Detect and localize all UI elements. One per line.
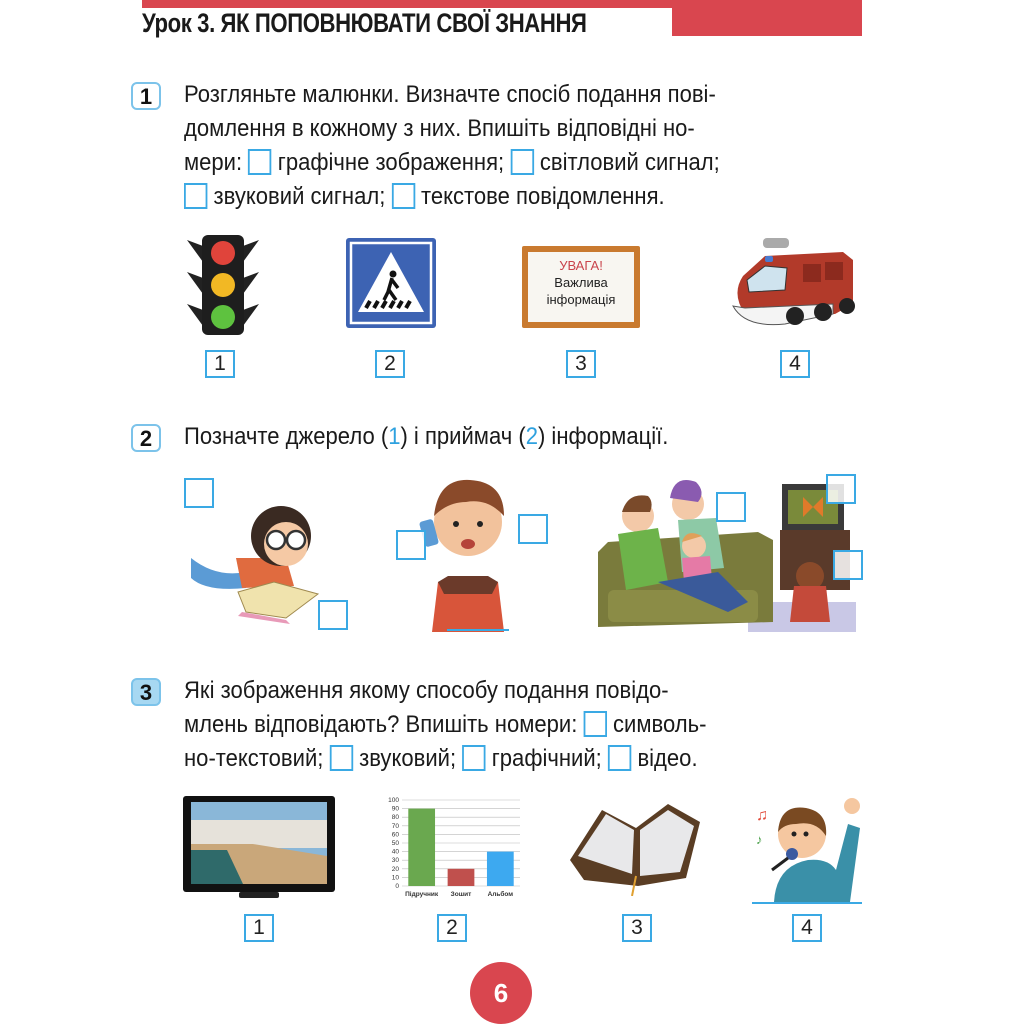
task1-text (184, 78, 720, 214)
pedestrian-crossing-sign-icon (346, 238, 436, 328)
notice-line-2: інформація (546, 292, 616, 307)
option-graphic-3: графічний; (491, 745, 602, 772)
header-accent-bar (142, 0, 862, 8)
task3-text (184, 674, 706, 776)
notice-title: УВАГА! (559, 258, 603, 273)
option-symbolic: символь- (613, 711, 707, 738)
task3-line-2 (184, 708, 706, 742)
option-light: світловий сигнал; (539, 149, 720, 176)
receiver-number: 2 (525, 423, 538, 450)
boy-singing-icon (752, 794, 864, 904)
header-accent-block (672, 8, 862, 36)
answer-box-symbolic-text[interactable] (584, 711, 607, 737)
notice-board-icon (522, 246, 640, 328)
answer-box-light[interactable] (510, 149, 533, 175)
answer-box-graphic[interactable] (248, 149, 271, 175)
image-label-4: 4 (792, 914, 822, 942)
lesson-title: Урок 3. ЯК ПОПОВНЮВАТИ СВОЇ ЗНАННЯ (142, 8, 587, 38)
task2-text-before: Позначте джерело ( (184, 423, 389, 450)
fire-truck-icon (725, 234, 863, 336)
svg-text:Підручник: Підручник (405, 891, 439, 898)
svg-text:20: 20 (391, 865, 399, 873)
svg-text:Зошит: Зошит (450, 891, 472, 898)
answer-box-girl-top[interactable] (184, 478, 214, 508)
svg-text:30: 30 (391, 857, 399, 865)
answer-box-text[interactable] (391, 183, 414, 209)
svg-text:♪: ♪ (756, 832, 763, 847)
open-book-icon (568, 800, 704, 896)
svg-text:Альбом: Альбом (487, 891, 514, 898)
task1-line-3 (184, 146, 720, 180)
boy-on-phone-icon (418, 472, 518, 632)
option-symbolic-cont: но-текстовий; (184, 745, 324, 772)
task-number-badge-2: 2 (131, 424, 161, 452)
svg-text:90: 90 (391, 805, 399, 813)
bar-chart-icon (382, 794, 522, 902)
svg-text:0: 0 (395, 883, 399, 890)
task1-prefix: мери: (184, 149, 243, 176)
answer-box-boy-phone[interactable] (396, 530, 426, 560)
answer-box-boy-listener[interactable] (518, 514, 548, 544)
image-label-3: 3 (566, 350, 596, 378)
task1-line-4 (184, 180, 720, 214)
girl-reading-book-icon (186, 488, 336, 628)
tv-screen-icon (183, 796, 335, 902)
bar-chart (382, 794, 522, 902)
answer-box-child-viewer[interactable] (833, 550, 863, 580)
notice-line-1: Важлива (554, 275, 608, 290)
task3-line-3 (184, 742, 706, 776)
answer-box-audio[interactable] (330, 745, 353, 771)
answer-box-graphic-3[interactable] (462, 745, 485, 771)
option-graphic: графічне зображення; (277, 149, 505, 176)
baseline (447, 629, 509, 631)
task3-line2-prefix: млень відповідають? Впишіть номери: (184, 711, 578, 738)
image-label-3: 3 (622, 914, 652, 942)
option-video: відео. (637, 745, 698, 772)
task-number-badge-3: 3 (131, 678, 161, 706)
answer-box-family[interactable] (716, 492, 746, 522)
svg-text:100: 100 (388, 797, 399, 804)
task2-text-after: ) інформації. (537, 423, 669, 450)
svg-text:50: 50 (391, 840, 399, 847)
answer-box-tv[interactable] (826, 474, 856, 504)
task3-line-1: Які зображення якому способу подання повідо- (184, 677, 669, 704)
task-number-badge-1: 1 (131, 82, 161, 110)
svg-text:♫: ♫ (756, 807, 768, 824)
image-label-2: 2 (375, 350, 405, 378)
image-label-4: 4 (780, 350, 810, 378)
svg-text:80: 80 (391, 814, 399, 822)
svg-text:10: 10 (391, 874, 399, 882)
source-number: 1 (388, 423, 401, 450)
baseline (752, 902, 862, 904)
option-sound: звуковий сигнал; (213, 183, 386, 210)
image-label-1: 1 (244, 914, 274, 942)
answer-box-girl-book[interactable] (318, 600, 348, 630)
option-text: текстове повідомлення. (421, 183, 665, 210)
task2-text-mid: ) і приймач ( (400, 423, 526, 450)
page-number: 6 (470, 962, 532, 1024)
option-audio: звуковий; (359, 745, 457, 772)
svg-text:60: 60 (391, 831, 399, 839)
answer-box-sound[interactable] (184, 183, 207, 209)
svg-text:40: 40 (391, 848, 399, 856)
image-label-2: 2 (437, 914, 467, 942)
image-label-1: 1 (205, 350, 235, 378)
task2-text (184, 420, 668, 454)
svg-text:70: 70 (391, 822, 399, 830)
task1-line-2: домлення в кожному з них. Впишіть відповідні но- (184, 115, 695, 142)
task1-line-1: Розгляньте малюнки. Визначте спосіб подання пові- (184, 81, 716, 108)
traffic-light-icon (185, 232, 261, 336)
answer-box-video[interactable] (608, 745, 631, 771)
